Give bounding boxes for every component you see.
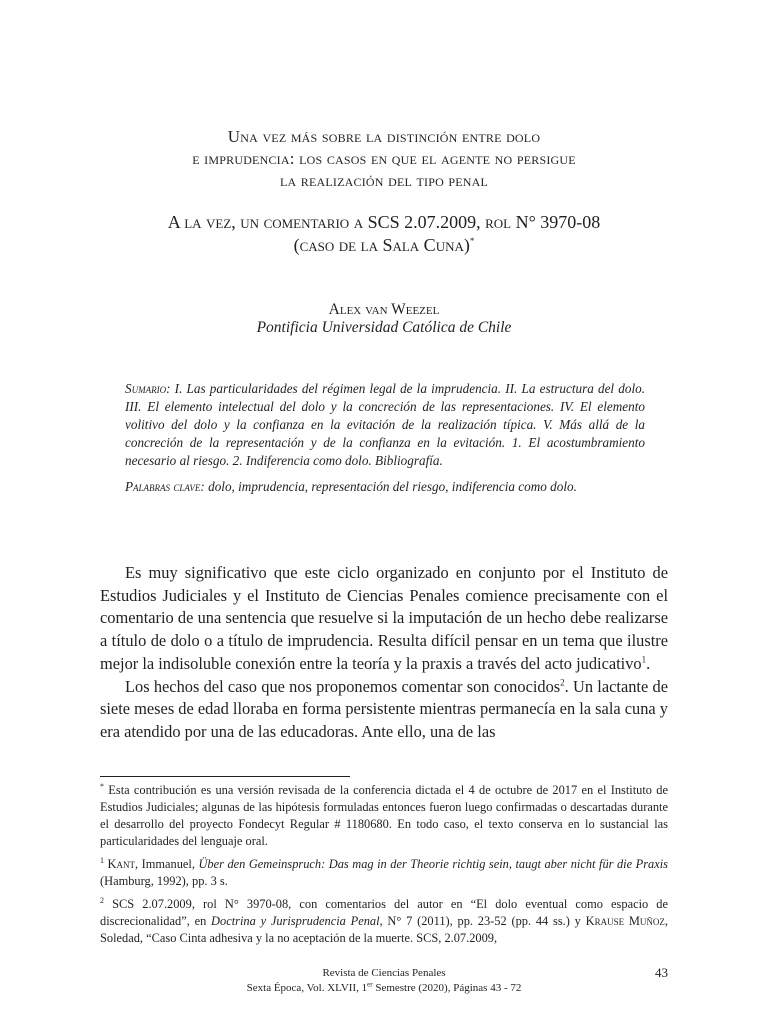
body-paragraph-2 <box>100 676 668 744</box>
footnote-1-author: Kant <box>107 857 135 871</box>
article-title <box>100 126 668 192</box>
article-subtitle <box>100 211 668 257</box>
footnote-2-author: Krause Muñoz <box>585 914 665 928</box>
body-paragraph-1-end: . <box>646 653 651 673</box>
footnote-separator <box>100 776 350 777</box>
body-text <box>100 562 668 744</box>
footnote-2-mark: 2 <box>100 895 104 905</box>
body-paragraph-1-text: Es muy significativo que este ciclo organizado en conjunto por el Instituto de Estudios Judiciales y el Instituto de Ciencias Penales comience precisamente con el comentario de una sentencia que resuelve si la imputación de un hecho debe realizarse a título de dolo o a título de imprudencia. Resulta difícil pensar en un tema que ilustre mejor la indisoluble conexión entre la teoría y la praxis a través del acto judicativo <box>100 563 668 673</box>
abstract <box>125 380 645 496</box>
article-title-line-2: e imprudencia: los casos en que el agente no persigue <box>192 149 576 168</box>
footnote-ref-1[interactable]: 1 <box>641 654 647 665</box>
article-title-line-1: Una vez más sobre la distinción entre dolo <box>227 127 541 146</box>
footnote-2-journal: Doctrina y Jurisprudencia Penal <box>211 914 380 928</box>
keywords-label: Palabras clave: <box>125 479 205 494</box>
footer-issue-end: Semestre (2020), Páginas 43 - 72 <box>372 982 522 994</box>
footnote-1-name: , Immanuel, <box>134 857 199 871</box>
article-title-line-3: la realización del tipo penal <box>279 171 489 190</box>
footnote-ref-2[interactable]: 2 <box>560 677 565 688</box>
footnote-2 <box>100 896 668 947</box>
author-name: Alex van Weezel <box>328 301 440 318</box>
footnote-2-text-2: , N° 7 (2011), pp. 23-52 (pp. 44 ss.) y <box>379 914 586 928</box>
footer-issue-start: Sexta Época, Vol. XLVII, 1 <box>246 982 368 994</box>
summary-label: Sumario: <box>125 381 171 396</box>
summary-text: I. Las particularidades del régimen legal de la imprudencia. II. La estructura del dolo. III. El elemento intelectual del dolo y la concreción de las representaciones. IV. El elemento volitivo del dolo y la confianza en la evitación de la realización típica. V. Más allá de la concreción de la representación y de la confianza en la evitación. 1. El acostumbramiento necesario al riesgo. 2. Indiferencia como dolo. Bibliografía. <box>125 381 646 468</box>
article-subtitle-line-1: A la vez, un comentario a SCS 2.07.2009, rol N° 3970-08 <box>167 212 601 232</box>
page-footer <box>100 966 668 996</box>
footnote-1-rest: (Hamburg, 1992), pp. 3 s. <box>100 874 228 888</box>
footnote-star-mark: * <box>100 781 104 791</box>
footer-journal-name: Revista de Ciencias Penales <box>322 967 446 979</box>
article-subtitle-line-2-text: (caso de la Sala Cuna) <box>293 235 470 255</box>
footer-issue-sup: er <box>367 980 373 989</box>
page-number: 43 <box>655 965 668 980</box>
title-footnote-mark[interactable]: * <box>469 236 475 246</box>
footnotes <box>100 782 668 953</box>
footnote-2-text-3: , Soledad, “Caso Cinta adhesiva y la no aceptación de la muerte. SCS, 2.07.2009, <box>100 914 668 945</box>
footer-issue <box>100 981 668 996</box>
keywords-paragraph <box>125 478 645 496</box>
footnote-1-title: Über den Gemeinspruch: Das mag in der Theorie richtig sein, taugt aber nicht für die Praxis <box>198 857 668 871</box>
article-subtitle-line-2 <box>100 234 668 257</box>
footnote-2-text-1: SCS 2.07.2009, rol N° 3970-08, con comentarios del autor en “El dolo eventual como espacio de discrecionalidad”, en <box>100 897 668 928</box>
body-paragraph-2-start: Los hechos del caso que nos proponemos comentar son conocidos <box>125 676 561 696</box>
footnote-1-mark: 1 <box>100 855 104 865</box>
body-paragraph-1 <box>100 562 668 676</box>
author-affiliation: Pontificia Universidad Católica de Chile <box>256 319 512 336</box>
body-paragraph-2-rest: . Un lactante de siete meses de edad lloraba en forma persistente mientras permanecía en la sala cuna y era atendido por una de las educadoras. Ante ello, una de las <box>100 676 668 741</box>
footnote-star <box>100 782 668 850</box>
summary-paragraph <box>125 380 645 470</box>
keywords-text: dolo, imprudencia, representación del riesgo, indiferencia como dolo. <box>208 479 577 494</box>
footnote-1 <box>100 856 668 890</box>
footnote-star-text: Esta contribución es una versión revisada de la conferencia dictada el 4 de octubre de 2017 en el Instituto de Estudios Judiciales; algunas de las hipótesis formuladas entonces fueron luego confirmadas o descartadas durante el desarrollo del proyecto Fondecyt Regular # 1180680. En todo caso, el texto conserva en lo sustancial las particularidades del lenguaje oral. <box>100 783 668 848</box>
